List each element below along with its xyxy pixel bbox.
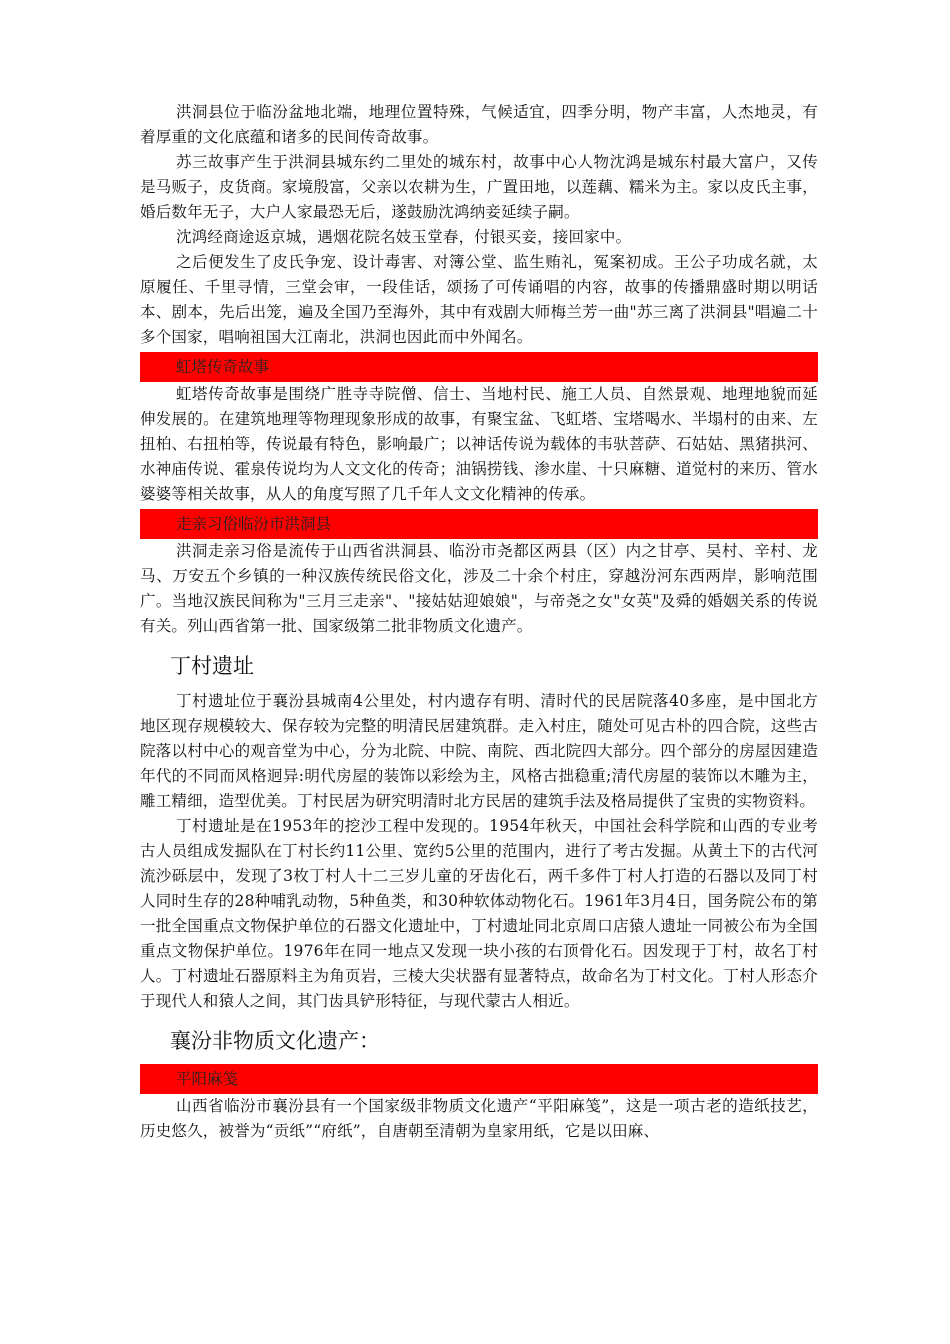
paragraph-susan-story: 苏三故事产生于洪洞县城东约二里处的城东村，故事中心人物沈鸿是城东村最大富户，又传是马贩子，皮货商。家境殷富，父亲以农耕为生，广置田地，以莲藕、糯米为主。家以皮氏主事，婚后数年无子，大户人家最恐无后，遂鼓励沈鸿纳妾延续子嗣。 [140, 153, 818, 221]
section-bar-zouqin: 走亲习俗临汾市洪洞县 [140, 509, 818, 539]
section-bar-hongta: 虹塔传奇故事 [140, 352, 818, 382]
section-bar-pingyang: 平阳麻笺 [140, 1064, 818, 1094]
paragraph-hongta: 虹塔传奇故事是围绕广胜寺寺院僧、信士、当地村民、施工人员、自然景观、地理地貌而延伸发展的。在建筑地理等物理现象形成的故事，有聚宝盆、飞虹塔、宝塔喝水、半塌村的由来、左扭柏、右扭柏等，传说最有特色，影响最广；以神话传说为载体的韦驮菩萨、石姑姑、黑猪拱河、水神庙传说、霍泉传说均为人文文化的传奇；油锅捞钱、渗水崖、十只麻糖、道觉村的来历、管水婆婆等相关故事，从人的角度写照了几千年人文文化精神的传承。 [140, 385, 818, 503]
paragraph-shenhong: 沈鸿经商途返京城，遇烟花院名妓玉堂春，付银买妾，接回家中。 [176, 228, 632, 246]
document-body [140, 100, 818, 1144]
heading-xiangfen-heritage: 襄汾非物质文化遗产： [170, 1029, 380, 1053]
heading-dingcun: 丁村遗址 [170, 654, 254, 678]
paragraph-susan-aftermath: 之后便发生了皮氏争宠、设计毒害、对簿公堂、监生贿礼，冤案初成。王公子功成名就，太原履任、千里寻情，三堂会审，一段佳话，颂扬了可传诵唱的内容，故事的传播鼎盛时期以明话本、剧本，先后出笼，遍及全国乃至海外，其中有戏剧大师梅兰芳一曲"苏三离了洪洞县"唱遍二十多个国家，唱响祖国大江南北，洪洞也因此而中外闻名。 [140, 253, 818, 346]
paragraph-dingcun-1: 丁村遗址位于襄汾县城南4公里处，村内遗存有明、清时代的民居院落40多座，是中国北方地区现存规模较大、保存较为完整的明清民居建筑群。走入村庄，随处可见古朴的四合院，这些古院落以村中心的观音堂为中心，分为北院、中院、南院、西北院四大部分。四个部分的房屋因建造年代的不同而风格迥异:明代房屋的装饰以彩绘为主，风格古拙稳重;清代房屋的装饰以木雕为主，雕工精细，造型优美。丁村民居为研究明清时北方民居的建筑手法及格局提供了宝贵的实物资料。 [140, 692, 818, 810]
paragraph-hongdong-intro: 洪洞县位于临汾盆地北端，地理位置特殊，气候适宜，四季分明，物产丰富，人杰地灵，有着厚重的文化底蕴和诸多的民间传奇故事。 [140, 103, 818, 146]
paragraph-zouqin: 洪洞走亲习俗是流传于山西省洪洞县、临汾市尧都区两县（区）内之甘亭、吴村、辛村、龙马、万安五个乡镇的一种汉族传统民俗文化，涉及二十余个村庄，穿越汾河东西两岸，影响范围广。当地汉族民间称为"三月三走亲"、"接姑姑迎娘娘"，与帝尧之女"女英"及舜的婚姻关系的传说有关。列山西省第一批、国家级第二批非物质文化遗产。 [140, 542, 818, 635]
paragraph-pingyang: 山西省临汾市襄汾县有一个国家级非物质文化遗产“平阳麻笺”，这是一项古老的造纸技艺，历史悠久，被誉为“贡纸”“府纸”，自唐朝至清朝为皇家用纸，它是以田麻、 [140, 1097, 818, 1140]
paragraph-dingcun-2: 丁村遗址是在1953年的挖沙工程中发现的。1954年秋天，中国社会科学院和山西的专业考古人员组成发掘队在丁村长约11公里、宽约5公里的范围内，进行了考古发掘。从黄土下的古代河流沙砾层中，发现了3枚丁村人十二三岁儿童的牙齿化石，两千多件丁村人打造的石器以及同丁村人同时生存的28种哺乳动物，5种鱼类，和30种软体动物化石。1961年3月4日，国务院公布的第一批全国重点文物保护单位的石器文化遗址中，丁村遗址同北京周口店猿人遗址一同被公布为全国重点文物保护单位。1976年在同一地点又发现一块小孩的右顶骨化石。因发现于丁村，故名丁村人。丁村遗址石器原料主为角页岩，三棱大尖状器有显著特点，故命名为丁村文化。丁村人形态介于现代人和猿人之间，其门齿具铲形特征，与现代蒙古人相近。 [140, 817, 818, 1010]
